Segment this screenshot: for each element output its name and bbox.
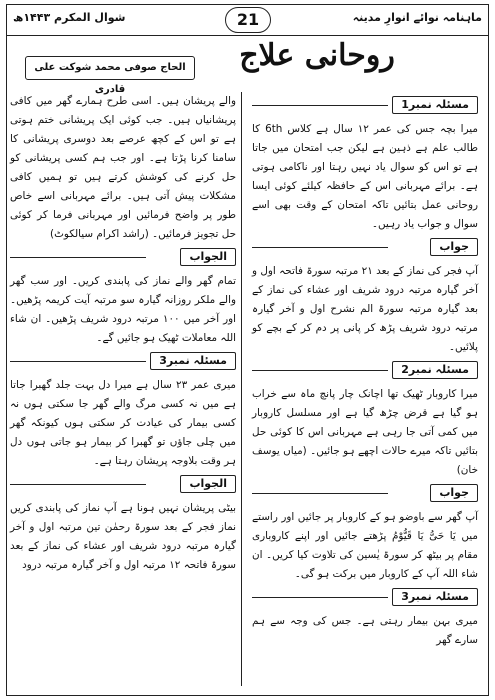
body-paragraph: والے پریشان ہیں۔ اسی طرح ہمارے گھر میں کافی پریشانیاں ہیں۔ جب کوئی ایک پریشانی ختم ہوتی ہے تو اس کے کچھ عرصے بعد دوسری پریشانی کا سامنا کرنا پڑتا ہے۔ اور جب ہم کسی پریشانی کو حل کرنے کی کوشش کرتے ہیں تو ہمیں کافی مشکلات پیش آتی ہیں۔ برائے مہربانی اسے خاص طور پر واضح فرمائیں اور مہربانی فرما کر کوئی حل تجویز فرمائیں۔ (راشد اکرام سیالکوٹ) [10, 95, 236, 240]
section-heading [252, 484, 478, 504]
section-heading-label: مسئلہ نمبر1 [392, 96, 478, 114]
section-heading [10, 475, 236, 495]
body-paragraph: میرا کاروبار ٹھیک تھا اچانک چار پانچ ماہ سے خراب ہو گیا ہے قرض چڑھ گیا ہے اور مسلسل کاروبار میں کمی آتی جا رہی ہے مہربانی اس کا کوئی حل بتائیں تاکہ میرے حالات اچھے ہو جائیں۔ (میاں یوسف خان) [252, 388, 478, 476]
article-title: روحانی علاج [239, 38, 395, 73]
body-paragraph: میرا بچہ جس کی عمر ۱۲ سال ہے کلاس 6th کا طالب علم ہے ذہین ہے لیکن جب امتحان میں جاتا ہے تو اس کو سوال یاد نہیں رہتا اور ناکامی ہوتی ہے۔ برائے مہربانی اس کے حافظہ کیلئے کوئی ایسا روحانی عمل بتائیں تاکہ امتحان کے وقت بھی اسے سوال و جواب یاد رہیں۔ [252, 123, 478, 230]
page-header [7, 5, 488, 36]
section-heading [10, 248, 236, 268]
body-paragraph: میری بہن بیمار رہتی ہے۔ جس کی وجہ سے ہم سارے گھر [252, 615, 478, 646]
section-heading-label: مسئلہ نمبر3 [150, 352, 236, 370]
left-column [10, 92, 236, 575]
body-paragraph: تمام گھر والے نماز کی پابندی کریں۔ اور سب گھر والے ملکر روزانہ گیارہ سو مرتبہ آیت کریمہ پڑھیں۔ اور آخر میں ۱۰۰ مرتبہ درود شریف پڑھیں۔ ان شاء اللہ معاملات ٹھیک ہو جائیں گے۔ [10, 275, 236, 344]
section-heading [252, 96, 478, 116]
section-heading [252, 588, 478, 608]
section-heading [252, 238, 478, 258]
issue-date: شوال المکرم ۱۴۴۳ھ [13, 11, 126, 24]
body-paragraph: آپ گھر سے باوضو ہو کے کاروبار پر جائیں اور راستے میں یَا حَیُّ یَا قَیُّوْمُ پڑھتے جائیں اور اپنے کاروباری مقام پر بیٹھ کر سورۃ یٰسین کی تلاوت کیا کریں۔ ان شاء اللہ آپ کے کاروبار میں برکت ہو گی۔ [252, 511, 478, 580]
section-heading-label: جواب [430, 238, 478, 256]
page-number: 21 [225, 7, 271, 33]
right-column [252, 92, 478, 650]
title-bar [7, 36, 488, 96]
section-heading-label: جواب [430, 484, 478, 502]
body-paragraph: آپ فجر کی نماز کے بعد ۲۱ مرتبہ سورۃ فاتحہ اول و آخر گیارہ مرتبہ درود شریف اور عشاء کی نماز کے بعد گیارہ مرتبہ سورۃ الم نشرح اول و آخر گیارہ مرتبہ درود شریف پڑھ کر پانی پر دم کر کے بچے کو پلائیں۔ [252, 265, 478, 353]
section-heading-label: مسئلہ نمبر3 [392, 588, 478, 606]
magazine-name: ماہنامہ نوائے انوارِ مدینہ [352, 11, 482, 24]
author-name: الحاج صوفی محمد شوکت علی قادری [25, 56, 195, 80]
section-heading-label: الجواب [180, 475, 236, 493]
section-heading [10, 352, 236, 372]
column-divider [241, 92, 242, 686]
body-paragraph: بیٹی پریشان نہیں ہونا ہے آپ نماز کی پابندی کریں نماز فجر کے بعد سورۃ رحمٰن تین مرتبہ اول و آخر گیارہ مرتبہ درود شریف اور عشاء کی نماز کے بعد سورۃ فاتحہ ۱۲ مرتبہ اول و آخر گیارہ مرتبہ درود [10, 502, 236, 571]
section-heading-label: مسئلہ نمبر2 [392, 361, 478, 379]
body-paragraph: میری عمر ۲۳ سال ہے میرا دل بہت جلد گھبرا جاتا ہے میں نہ کسی مرگ والے گھر جا سکتی ہوں نہ کسی بیمار کی عیادت کر سکتی ہوں کیونکہ گھر میں چلی جاؤں تو گھبرا کر بیمار ہو جاتی ہوں دل ہر وقت بلاوجہ پریشان رہتا ہے۔ [10, 379, 236, 467]
section-heading [252, 361, 478, 381]
section-heading-label: الجواب [180, 248, 236, 266]
